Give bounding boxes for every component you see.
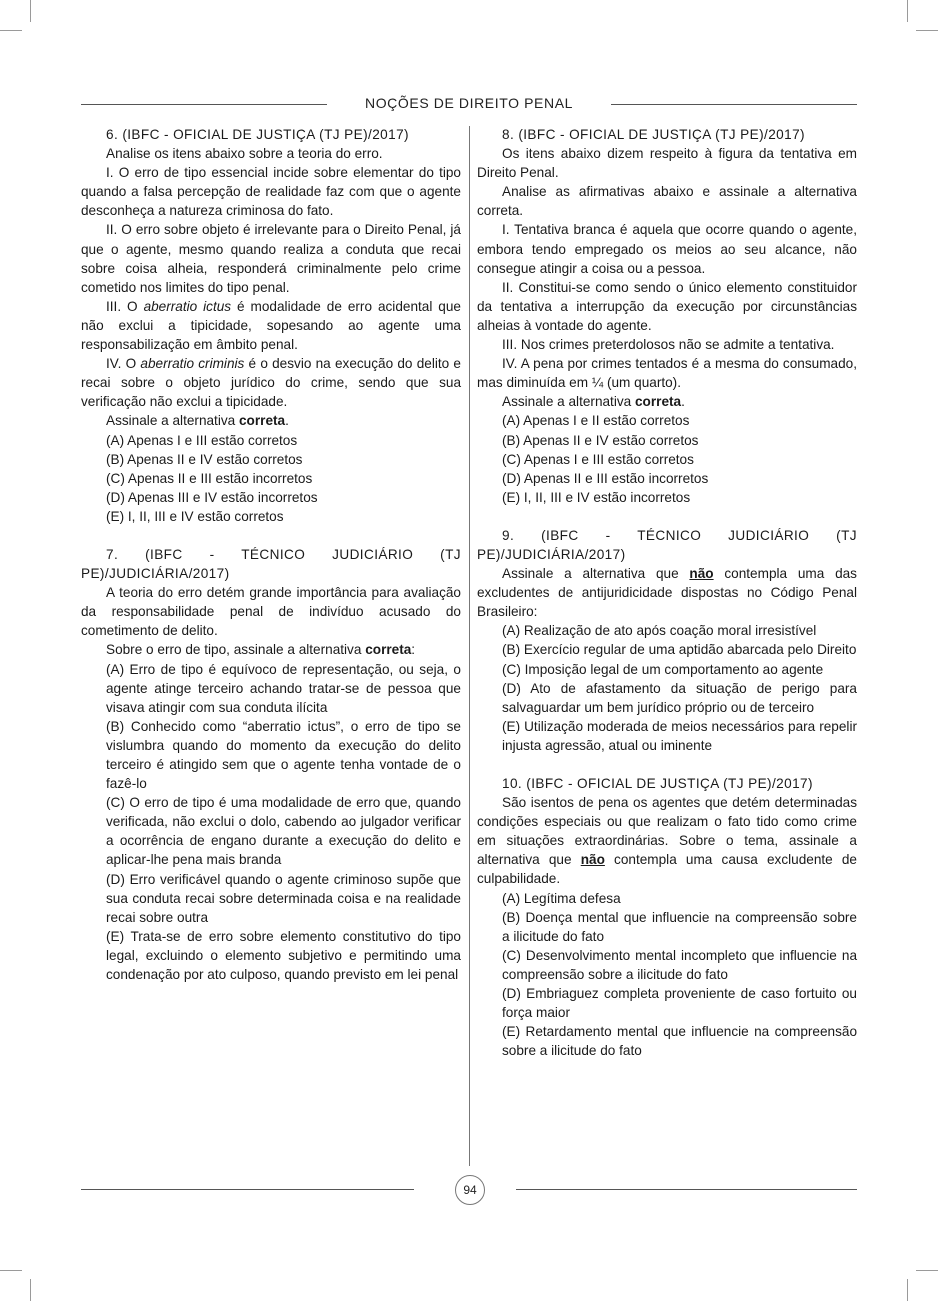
question-9 — [477, 526, 857, 755]
latin-term: aberratio ictus — [143, 298, 232, 314]
question-title: 9. (IBFC - TÉCNICO JUDICIÁRIO (TJ PE)/JUDICIÁRIA/2017) — [477, 527, 857, 562]
question-prompt: Assinale a alternativa correta. — [106, 413, 289, 429]
question-title: 7. (IBFC - TÉCNICO JUDICIÁRIO (TJ PE)/JUDICIÁRIA/2017) — [81, 546, 461, 582]
emphasis: não — [689, 566, 714, 582]
crop-mark — [907, 0, 908, 22]
header-rule-left — [81, 104, 327, 105]
answer-option: (E) I, II, III e IV estão incorretos — [502, 489, 691, 505]
question-intro: Analise os itens abaixo sobre a teoria do erro. — [106, 146, 383, 162]
question-7 — [81, 545, 461, 984]
answer-option: (C) Desenvolvimento mental incompleto que influencie na compreensão sobre a ilicitude do fato — [502, 947, 857, 982]
answer-option: (C) Apenas I e III estão corretos — [502, 451, 694, 467]
question-10 — [477, 774, 857, 1060]
answer-option: (E) Trata-se de erro sobre elemento constitutivo do tipo legal, excluindo o elemento subjetivo e permitindo uma condenação por ato culposo, quando previsto em lei penal — [106, 928, 461, 983]
latin-term: aberratio criminis — [140, 356, 245, 372]
footer-rule-right — [516, 1189, 857, 1190]
question-prompt: Sobre o erro de tipo, assinale a alternativa correta: — [106, 642, 416, 658]
page-header-title: NOÇÕES DE DIREITO PENAL — [364, 95, 574, 111]
question-item: IV. O aberratio criminis é o desvio na execução do delito e recai sobre o objeto jurídico do crime, sendo que sua verificação não exclui a tipicidade. — [81, 356, 461, 410]
question-item: IV. A pena por crimes tentados é a mesma do consumado, mas diminuída em ¼ (um quarto). — [477, 356, 857, 391]
answer-option: (E) I, II, III e IV estão corretos — [106, 508, 284, 524]
answer-option: (C) Imposição legal de um comportamento ao agente — [502, 661, 824, 677]
crop-mark — [0, 30, 22, 31]
question-prompt: São isentos de pena os agentes que detém determinadas condições especiais ou que realizam o fato tido como crime em situações extraordinárias. Sobre o tema, assinale a alternativa que não contempla uma causa excludente de culpabilidade. — [477, 795, 857, 887]
question-item: II. O erro sobre objeto é irrelevante para o Direito Penal, já que o agente, mesmo quando realiza a conduta que recai sobre coisa alheia, responderá criminalmente pelo crime cometido nos limites do tipo penal. — [81, 222, 461, 295]
question-item: I. O erro de tipo essencial incide sobre elementar do tipo quando a falsa percepção de realidade faz com que o agente desconheça a natureza criminosa do fato. — [81, 165, 461, 219]
answer-option: (D) Apenas II e III estão incorretos — [502, 470, 709, 486]
answer-option: (B) Exercício regular de uma aptidão abarcada pelo Direito — [502, 642, 857, 658]
answer-option: (C) O erro de tipo é uma modalidade de erro que, quando verificada, não exclui o dolo, cabendo ao julgador verificar a ocorrência de engano durante a execução do delito e aplicar-lhe pena mais branda — [106, 795, 461, 868]
question-item: III. O aberratio ictus é modalidade de erro acidental que não exclui a tipicidade, sopesando ao agente uma responsabilização em âmbito penal. — [81, 298, 461, 353]
question-item: II. Constitui-se como sendo o único elemento constituidor da tentativa a interrupção da execução por circunstâncias alheias à vontade do agente. — [477, 279, 857, 333]
emphasis: não — [580, 852, 605, 868]
question-prompt: Assinale a alternativa que não contempla uma das excludentes de antijuridicidade dispostas no Código Penal Brasileiro: — [477, 566, 857, 620]
emphasis: correta — [635, 394, 682, 410]
question-title: 10. (IBFC - OFICIAL DE JUSTIÇA (TJ PE)/2017) — [502, 776, 813, 791]
question-prompt: Assinale a alternativa correta. — [502, 394, 685, 410]
answer-option: (B) Apenas II e IV estão corretos — [106, 451, 303, 467]
answer-option: (C) Apenas II e III estão incorretos — [106, 470, 313, 486]
answer-option: (D) Ato de afastamento da situação de perigo para salvaguardar um bem jurídico próprio ou de terceiro — [502, 680, 857, 715]
question-item: I. Tentativa branca é aquela que ocorre quando o agente, embora tendo empregado os meios ao seu alcance, não consegue atingir a coisa ou a pessoa. — [477, 222, 857, 276]
answer-option: (B) Apenas II e IV estão corretos — [502, 432, 699, 448]
answer-option: (A) Apenas I e III estão corretos — [106, 432, 298, 448]
question-intro: Os itens abaixo dizem respeito à figura da tentativa em Direito Penal. — [477, 146, 857, 181]
emphasis: correta — [365, 642, 412, 658]
answer-option: (D) Embriaguez completa proveniente de caso fortuito ou força maior — [502, 986, 857, 1021]
footer-rule-left — [81, 1189, 414, 1190]
answer-option: (E) Utilização moderada de meios necessários para repelir injusta agressão, atual ou iminente — [502, 718, 857, 753]
question-title: 8. (IBFC - OFICIAL DE JUSTIÇA (TJ PE)/2017) — [502, 127, 805, 142]
question-title: 6. (IBFC - OFICIAL DE JUSTIÇA (TJ PE)/2017) — [106, 127, 409, 142]
crop-mark — [916, 30, 938, 31]
answer-option: (B) Doença mental que influencie na compreensão sobre a ilicitude do fato — [502, 909, 857, 944]
question-item: III. Nos crimes preterdolosos não se admite a tentativa. — [502, 337, 835, 353]
emphasis: correta — [239, 413, 286, 429]
column-divider — [469, 126, 470, 1166]
answer-option: (B) Conhecido como “aberratio ictus”, o erro de tipo se vislumbra quando do momento da execução do delito terceiro é atingido sem que o agente tenha vontade de o fazê-lo — [106, 718, 461, 792]
crop-mark — [30, 1279, 31, 1301]
answer-option: (E) Retardamento mental que influencie na compreensão sobre a ilicitude do fato — [502, 1024, 857, 1059]
crop-mark — [30, 0, 31, 22]
crop-mark — [907, 1279, 908, 1301]
question-8 — [477, 125, 857, 507]
question-intro: A teoria do erro detém grande importância para avaliação da responsabilidade penal de indivíduo acusado do cometimento de delito. — [81, 585, 461, 639]
question-6 — [81, 125, 461, 526]
header-rule-right — [611, 104, 857, 105]
page-number: 94 — [455, 1175, 485, 1205]
right-column — [477, 125, 857, 1060]
crop-mark — [0, 1270, 22, 1271]
answer-option: (D) Erro verificável quando o agente criminoso supõe que sua conduta recai sobre determinada coisa e na realidade recai sobre outra — [106, 871, 461, 925]
answer-option: (A) Apenas I e II estão corretos — [502, 413, 690, 429]
question-intro: Analise as afirmativas abaixo e assinale a alternativa correta. — [477, 184, 857, 219]
crop-mark — [916, 1270, 938, 1271]
answer-option: (A) Erro de tipo é equívoco de representação, ou seja, o agente atinge terceiro achando tratar-se de pessoa que visava atingir com sua conduta ilícita — [106, 661, 461, 715]
left-column — [81, 125, 461, 984]
answer-option: (A) Legítima defesa — [502, 890, 621, 906]
answer-option: (D) Apenas III e IV estão incorretos — [106, 489, 318, 505]
answer-option: (A) Realização de ato após coação moral irresistível — [502, 623, 817, 639]
